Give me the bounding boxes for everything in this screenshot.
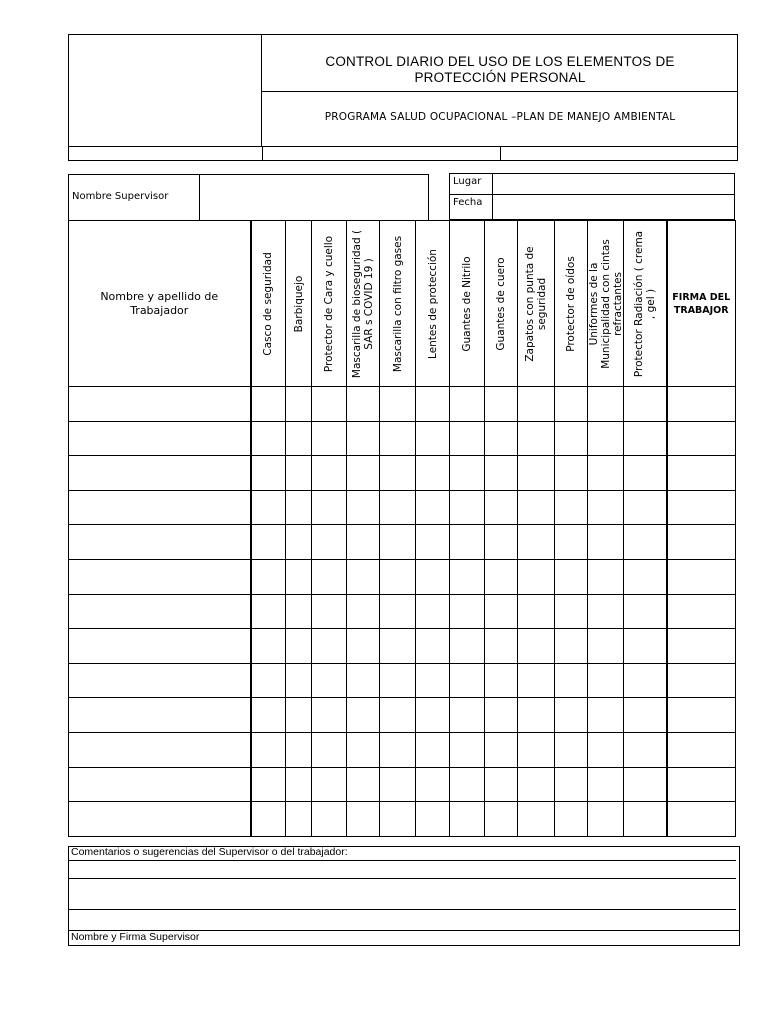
table-row xyxy=(69,698,736,733)
equipment-check-cell[interactable] xyxy=(624,629,667,664)
equipment-check-cell[interactable] xyxy=(485,629,518,664)
worker-signature-cell[interactable] xyxy=(667,629,736,664)
equipment-check-cell[interactable] xyxy=(347,767,380,802)
supervisor-signature-label: Nombre y Firma Supervisor xyxy=(71,931,200,943)
equipment-check-cell[interactable] xyxy=(312,490,347,525)
equipment-check-cell[interactable] xyxy=(555,594,588,629)
equipment-check-cell[interactable] xyxy=(416,629,450,664)
equipment-check-cell[interactable] xyxy=(450,559,485,594)
equipment-check-cell[interactable] xyxy=(286,525,312,560)
equipment-check-cell[interactable] xyxy=(251,663,286,698)
worker-signature-cell[interactable] xyxy=(667,525,736,560)
equipment-check-cell[interactable] xyxy=(347,456,380,491)
equipment-check-cell[interactable] xyxy=(485,698,518,733)
equipment-check-cell[interactable] xyxy=(251,767,286,802)
equipment-check-cell[interactable] xyxy=(624,698,667,733)
column-label: Mascarilla con filtro gases xyxy=(391,235,404,372)
equipment-check-cell[interactable] xyxy=(518,387,555,422)
worker-name-cell[interactable] xyxy=(69,490,251,525)
logo-area xyxy=(68,34,262,146)
equipment-check-cell[interactable] xyxy=(251,698,286,733)
equipment-check-cell[interactable] xyxy=(555,732,588,767)
table-row xyxy=(69,802,736,837)
column-label: Protector de Cara y cuello xyxy=(323,235,335,372)
equipment-check-cell[interactable] xyxy=(380,663,416,698)
equipment-check-cell[interactable] xyxy=(485,387,518,422)
supervisor-name-label-cell xyxy=(68,174,200,221)
column-header-casco xyxy=(251,221,286,387)
worker-signature-cell[interactable] xyxy=(667,594,736,629)
column-header-zapatos xyxy=(518,221,555,387)
equipment-check-cell[interactable] xyxy=(286,387,312,422)
equipment-check-cell[interactable] xyxy=(312,456,347,491)
equipment-check-cell[interactable] xyxy=(380,456,416,491)
table-row xyxy=(69,594,736,629)
signature-header xyxy=(667,221,736,387)
equipment-check-cell[interactable] xyxy=(555,490,588,525)
equipment-check-cell[interactable] xyxy=(347,421,380,456)
equipment-check-cell[interactable] xyxy=(312,663,347,698)
equipment-check-cell[interactable] xyxy=(485,421,518,456)
header-cell-divider-1 xyxy=(262,146,263,161)
worker-name-cell[interactable] xyxy=(69,559,251,594)
document-subtitle: PROGRAMA SALUD OCUPACIONAL –PLAN DE MANEJO AMBIENTAL xyxy=(324,111,676,123)
table-row xyxy=(69,525,736,560)
equipment-check-cell[interactable] xyxy=(347,490,380,525)
worker-name-header xyxy=(69,221,251,387)
equipment-check-cell[interactable] xyxy=(450,629,485,664)
equipment-check-cell[interactable] xyxy=(416,663,450,698)
equipment-check-cell[interactable] xyxy=(380,802,416,837)
equipment-check-cell[interactable] xyxy=(286,663,312,698)
equipment-check-cell[interactable] xyxy=(450,594,485,629)
equipment-check-cell[interactable] xyxy=(588,387,624,422)
equipment-check-cell[interactable] xyxy=(624,387,667,422)
equipment-check-cell[interactable] xyxy=(380,732,416,767)
equipment-check-cell[interactable] xyxy=(251,594,286,629)
worker-name-cell[interactable] xyxy=(69,525,251,560)
equipment-check-cell[interactable] xyxy=(518,802,555,837)
worker-signature-cell[interactable] xyxy=(667,802,736,837)
equipment-check-cell[interactable] xyxy=(450,698,485,733)
equipment-check-cell[interactable] xyxy=(555,525,588,560)
equipment-check-cell[interactable] xyxy=(312,767,347,802)
equipment-check-cell[interactable] xyxy=(588,594,624,629)
table-row xyxy=(69,387,736,422)
comments-line-3[interactable] xyxy=(68,909,736,910)
equipment-check-cell[interactable] xyxy=(624,559,667,594)
column-label: Casco de seguridad xyxy=(262,251,275,356)
worker-name-cell[interactable] xyxy=(69,387,251,422)
equipment-check-cell[interactable] xyxy=(555,767,588,802)
column-label: Protector de oídos xyxy=(565,255,577,352)
equipment-check-cell[interactable] xyxy=(286,698,312,733)
equipment-check-cell[interactable] xyxy=(624,663,667,698)
document-title-line2: PROTECCIÓN PERSONAL xyxy=(414,70,586,85)
equipment-check-cell[interactable] xyxy=(485,732,518,767)
worker-name-cell[interactable] xyxy=(69,698,251,733)
worker-name-cell[interactable] xyxy=(69,594,251,629)
equipment-check-cell[interactable] xyxy=(251,559,286,594)
fecha-field[interactable] xyxy=(492,194,735,220)
worker-name-header-label: Nombre y apellido de Trabajador xyxy=(100,289,219,317)
equipment-check-cell[interactable] xyxy=(286,421,312,456)
column-header-barbiquejo xyxy=(286,221,312,387)
equipment-check-cell[interactable] xyxy=(450,421,485,456)
equipment-check-cell[interactable] xyxy=(251,802,286,837)
worker-name-cell[interactable] xyxy=(69,802,251,837)
equipment-check-cell[interactable] xyxy=(380,594,416,629)
equipment-check-cell[interactable] xyxy=(588,559,624,594)
equipment-check-cell[interactable] xyxy=(518,456,555,491)
equipment-check-cell[interactable] xyxy=(624,525,667,560)
supervisor-name-field[interactable] xyxy=(199,174,429,221)
equipment-check-cell[interactable] xyxy=(380,629,416,664)
worker-signature-cell[interactable] xyxy=(667,421,736,456)
worker-name-cell[interactable] xyxy=(69,629,251,664)
equipment-check-cell[interactable] xyxy=(347,698,380,733)
equipment-check-cell[interactable] xyxy=(450,732,485,767)
table-row xyxy=(69,490,736,525)
equipment-check-cell[interactable] xyxy=(380,767,416,802)
worker-signature-cell[interactable] xyxy=(667,456,736,491)
equipment-check-cell[interactable] xyxy=(588,802,624,837)
equipment-check-cell[interactable] xyxy=(518,698,555,733)
equipment-check-cell[interactable] xyxy=(251,387,286,422)
equipment-check-cell[interactable] xyxy=(312,594,347,629)
comments-line-1[interactable] xyxy=(68,860,736,861)
equipment-check-cell[interactable] xyxy=(588,490,624,525)
equipment-check-cell[interactable] xyxy=(312,387,347,422)
column-label: Protector Radiación ( crema , gel ) xyxy=(632,230,657,377)
equipment-check-cell[interactable] xyxy=(416,387,450,422)
worker-name-cell[interactable] xyxy=(69,767,251,802)
equipment-check-cell[interactable] xyxy=(624,456,667,491)
worker-signature-cell[interactable] xyxy=(667,663,736,698)
equipment-check-cell[interactable] xyxy=(347,525,380,560)
column-label: Lentes de protección xyxy=(426,248,439,359)
equipment-check-cell[interactable] xyxy=(485,490,518,525)
equipment-check-cell[interactable] xyxy=(555,802,588,837)
column-label: Barbiquejo xyxy=(292,275,305,332)
equipment-check-cell[interactable] xyxy=(286,490,312,525)
column-header-uniformes xyxy=(588,221,624,387)
equipment-check-cell[interactable] xyxy=(380,525,416,560)
table-row xyxy=(69,421,736,456)
equipment-check-cell[interactable] xyxy=(312,525,347,560)
equipment-check-cell[interactable] xyxy=(450,802,485,837)
equipment-check-cell[interactable] xyxy=(416,698,450,733)
column-header-mascarilla-bioseguridad xyxy=(347,221,380,387)
equipment-check-cell[interactable] xyxy=(251,421,286,456)
equipment-check-cell[interactable] xyxy=(624,732,667,767)
lugar-label: Lugar xyxy=(453,176,482,187)
equipment-check-cell[interactable] xyxy=(251,732,286,767)
equipment-check-cell[interactable] xyxy=(588,663,624,698)
equipment-check-cell[interactable] xyxy=(485,456,518,491)
equipment-check-cell[interactable] xyxy=(286,559,312,594)
column-header-guantes-cuero xyxy=(485,221,518,387)
worker-name-cell[interactable] xyxy=(69,456,251,491)
equipment-check-cell[interactable] xyxy=(380,490,416,525)
equipment-check-cell[interactable] xyxy=(518,594,555,629)
equipment-check-cell[interactable] xyxy=(312,421,347,456)
equipment-check-cell[interactable] xyxy=(485,802,518,837)
equipment-check-cell[interactable] xyxy=(380,421,416,456)
header-cell-divider-2 xyxy=(500,146,501,161)
equipment-check-cell[interactable] xyxy=(518,732,555,767)
column-label: Mascarilla de bioseguridad ( SAR s COVID 19 ) xyxy=(351,229,375,378)
equipment-check-cell[interactable] xyxy=(450,387,485,422)
column-label: Zapatos con punta de seguridad xyxy=(524,245,548,362)
column-label: Guantes de cuero xyxy=(495,256,507,351)
table-row xyxy=(69,629,736,664)
equipment-check-cell[interactable] xyxy=(588,767,624,802)
worker-signature-cell[interactable] xyxy=(667,387,736,422)
equipment-check-cell[interactable] xyxy=(555,456,588,491)
equipment-check-cell[interactable] xyxy=(588,698,624,733)
equipment-check-cell[interactable] xyxy=(485,525,518,560)
equipment-check-cell[interactable] xyxy=(347,559,380,594)
equipment-check-cell[interactable] xyxy=(312,698,347,733)
equipment-check-cell[interactable] xyxy=(518,490,555,525)
equipment-check-cell[interactable] xyxy=(286,802,312,837)
equipment-check-cell[interactable] xyxy=(588,456,624,491)
equipment-check-cell[interactable] xyxy=(286,629,312,664)
worker-name-cell[interactable] xyxy=(69,663,251,698)
supervisor-name-label: Nombre Supervisor xyxy=(72,191,169,202)
equipment-check-cell[interactable] xyxy=(416,525,450,560)
equipment-check-cell[interactable] xyxy=(555,663,588,698)
equipment-check-cell[interactable] xyxy=(286,456,312,491)
column-label: Uniformes de la Municipalidad con cintas refractantes xyxy=(587,238,624,369)
equipment-check-cell[interactable] xyxy=(286,767,312,802)
comments-label: Comentarios o sugerencias del Supervisor o del trabajador: xyxy=(71,846,348,858)
equipment-check-cell[interactable] xyxy=(286,732,312,767)
equipment-check-cell[interactable] xyxy=(251,456,286,491)
fecha-label-cell xyxy=(449,194,493,220)
equipment-check-cell[interactable] xyxy=(555,387,588,422)
equipment-check-cell[interactable] xyxy=(450,490,485,525)
header-bottom-divider xyxy=(68,146,738,147)
equipment-check-cell[interactable] xyxy=(588,525,624,560)
worker-name-cell[interactable] xyxy=(69,732,251,767)
equipment-check-cell[interactable] xyxy=(416,456,450,491)
column-header-protector-radiacion xyxy=(624,221,667,387)
equipment-check-cell[interactable] xyxy=(312,629,347,664)
column-header-protector-cara xyxy=(312,221,347,387)
equipment-check-cell[interactable] xyxy=(251,525,286,560)
equipment-check-cell[interactable] xyxy=(518,421,555,456)
worker-signature-cell[interactable] xyxy=(667,732,736,767)
title-divider xyxy=(262,91,738,92)
equipment-check-cell[interactable] xyxy=(518,767,555,802)
table-row xyxy=(69,663,736,698)
worker-signature-cell[interactable] xyxy=(667,698,736,733)
equipment-check-cell[interactable] xyxy=(416,767,450,802)
column-header-protector-oidos xyxy=(555,221,588,387)
comments-line-2[interactable] xyxy=(68,878,736,879)
equipment-check-cell[interactable] xyxy=(416,802,450,837)
equipment-check-cell[interactable] xyxy=(347,629,380,664)
equipment-check-cell[interactable] xyxy=(518,525,555,560)
equipment-check-cell[interactable] xyxy=(555,559,588,594)
table-row xyxy=(69,559,736,594)
column-label: Guantes de Nitrilo xyxy=(461,255,473,352)
equipment-check-cell[interactable] xyxy=(518,559,555,594)
equipment-check-cell[interactable] xyxy=(624,767,667,802)
worker-signature-cell[interactable] xyxy=(667,490,736,525)
equipment-check-cell[interactable] xyxy=(450,456,485,491)
equipment-check-cell[interactable] xyxy=(416,594,450,629)
equipment-check-cell[interactable] xyxy=(347,594,380,629)
equipment-check-cell[interactable] xyxy=(450,767,485,802)
column-header-mascarilla-filtro xyxy=(380,221,416,387)
equipment-check-cell[interactable] xyxy=(416,732,450,767)
lugar-label-cell xyxy=(449,173,493,195)
equipment-check-cell[interactable] xyxy=(624,802,667,837)
equipment-check-cell[interactable] xyxy=(555,629,588,664)
lugar-field[interactable] xyxy=(492,173,735,195)
document-title-line1: CONTROL DIARIO DEL USO DE LOS ELEMENTOS DE xyxy=(325,54,675,69)
equipment-check-cell[interactable] xyxy=(518,629,555,664)
worker-signature-cell[interactable] xyxy=(667,559,736,594)
document-title xyxy=(262,54,738,86)
fecha-label: Fecha xyxy=(453,197,483,208)
equipment-check-cell[interactable] xyxy=(485,663,518,698)
equipment-check-cell[interactable] xyxy=(286,594,312,629)
equipment-check-cell[interactable] xyxy=(312,559,347,594)
equipment-check-cell[interactable] xyxy=(416,490,450,525)
equipment-check-cell[interactable] xyxy=(347,387,380,422)
equipment-check-cell[interactable] xyxy=(518,663,555,698)
equipment-check-cell[interactable] xyxy=(485,559,518,594)
equipment-check-cell[interactable] xyxy=(380,387,416,422)
equipment-check-cell[interactable] xyxy=(347,802,380,837)
table-row xyxy=(69,767,736,802)
column-header-lentes xyxy=(416,221,450,387)
equipment-check-cell[interactable] xyxy=(251,490,286,525)
equipment-check-cell[interactable] xyxy=(588,732,624,767)
equipment-check-cell[interactable] xyxy=(312,732,347,767)
equipment-check-cell[interactable] xyxy=(588,421,624,456)
worker-signature-cell[interactable] xyxy=(667,767,736,802)
equipment-check-cell[interactable] xyxy=(624,421,667,456)
equipment-check-cell[interactable] xyxy=(624,490,667,525)
equipment-check-cell[interactable] xyxy=(555,421,588,456)
column-header-guantes-nitrilo xyxy=(450,221,485,387)
equipment-check-cell[interactable] xyxy=(485,767,518,802)
equipment-check-cell[interactable] xyxy=(380,559,416,594)
equipment-check-cell[interactable] xyxy=(347,732,380,767)
epp-control-table xyxy=(68,220,736,837)
equipment-check-cell[interactable] xyxy=(312,802,347,837)
equipment-check-cell[interactable] xyxy=(588,629,624,664)
equipment-check-cell[interactable] xyxy=(450,525,485,560)
equipment-check-cell[interactable] xyxy=(416,421,450,456)
equipment-check-cell[interactable] xyxy=(347,663,380,698)
equipment-check-cell[interactable] xyxy=(624,594,667,629)
equipment-check-cell[interactable] xyxy=(380,698,416,733)
table-row xyxy=(69,732,736,767)
equipment-check-cell[interactable] xyxy=(485,594,518,629)
equipment-check-cell[interactable] xyxy=(416,559,450,594)
signature-header-label: FIRMA DEL TRABAJOR xyxy=(672,291,731,316)
worker-name-cell[interactable] xyxy=(69,421,251,456)
equipment-check-cell[interactable] xyxy=(251,629,286,664)
equipment-check-cell[interactable] xyxy=(555,698,588,733)
equipment-check-cell[interactable] xyxy=(450,663,485,698)
table-header-row xyxy=(69,221,736,387)
table-row xyxy=(69,456,736,491)
